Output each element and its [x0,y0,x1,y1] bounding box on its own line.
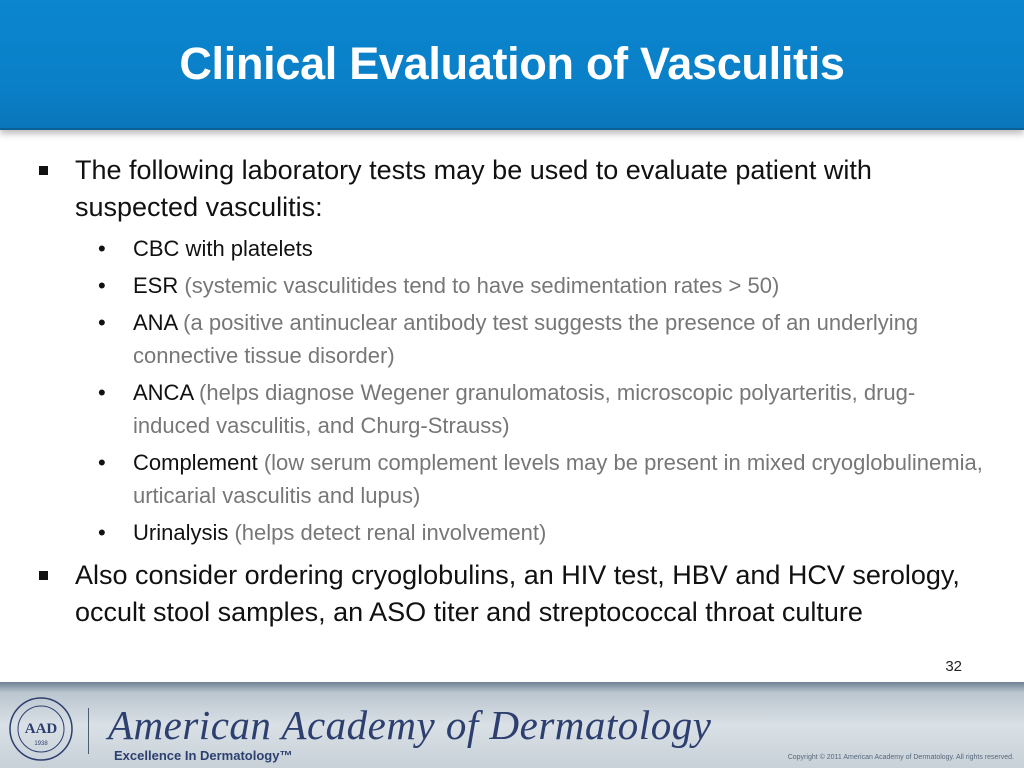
list-item-ana [30,306,990,372]
dot-bullet-icon: • [98,380,106,405]
slide-number: 32 [945,658,962,675]
test-note: (a positive antinuclear antibody test suggests the presence of an underlying connective tissue disorder) [133,310,919,368]
list-item-complement [30,446,990,512]
list-item-urinalysis [30,516,990,549]
square-bullet-icon [39,166,48,175]
slide-content [30,152,990,631]
dot-bullet-icon: • [98,450,106,475]
dot-bullet-icon: • [98,273,106,298]
list-item-esr [30,269,990,302]
test-note: (low serum complement levels may be present in mixed cryoglobulinemia, urticarial vasculitis and lupus) [133,450,983,508]
bullet-also-consider [30,557,990,631]
slide-title: Clinical Evaluation of Vasculitis [179,38,845,89]
dot-bullet-icon: • [98,236,106,261]
bullet-text: Also consider ordering cryoglobulins, an HIV test, HBV and HCV serology, occult stool samples, an ASO titer and streptococcal throat culture [75,560,960,627]
test-note: (systemic vasculitides tend to have sedimentation rates > 50) [184,273,780,298]
test-note: (helps diagnose Wegener granulomatosis, microscopic polyarteritis, drug-induced vasculitis, and Churg-Strauss) [133,380,916,438]
bullet-lab-tests [30,152,990,226]
aad-seal-logo [8,696,74,762]
test-name: Urinalysis [133,520,229,545]
seal-text: AAD [24,721,58,737]
square-bullet-icon [39,571,48,580]
test-name: CBC with platelets [133,236,313,261]
organization-name: American Academy of Dermatology [108,702,712,748]
copyright-notice: Copyright © 2011 American Academy of Dermatology. All rights reserved. [787,754,1014,761]
list-item-cbc [30,232,990,265]
test-note: (helps detect renal involvement) [234,520,547,545]
dot-bullet-icon: • [98,520,106,545]
seal-year: 1938 [34,741,48,747]
footer-banner [0,682,1024,768]
bullet-text: The following laboratory tests may be used to evaluate patient with suspected vasculitis: [75,155,872,222]
list-item-anca [30,376,990,442]
test-name: ANA [133,310,178,335]
lab-test-list [30,232,990,549]
test-name: ESR [133,273,179,298]
dot-bullet-icon: • [98,310,106,335]
footer-divider [88,708,89,754]
test-name: ANCA [133,380,193,405]
test-name: Complement [133,450,258,475]
title-bar [0,0,1024,130]
tagline: Excellence In Dermatology™ [114,748,293,763]
